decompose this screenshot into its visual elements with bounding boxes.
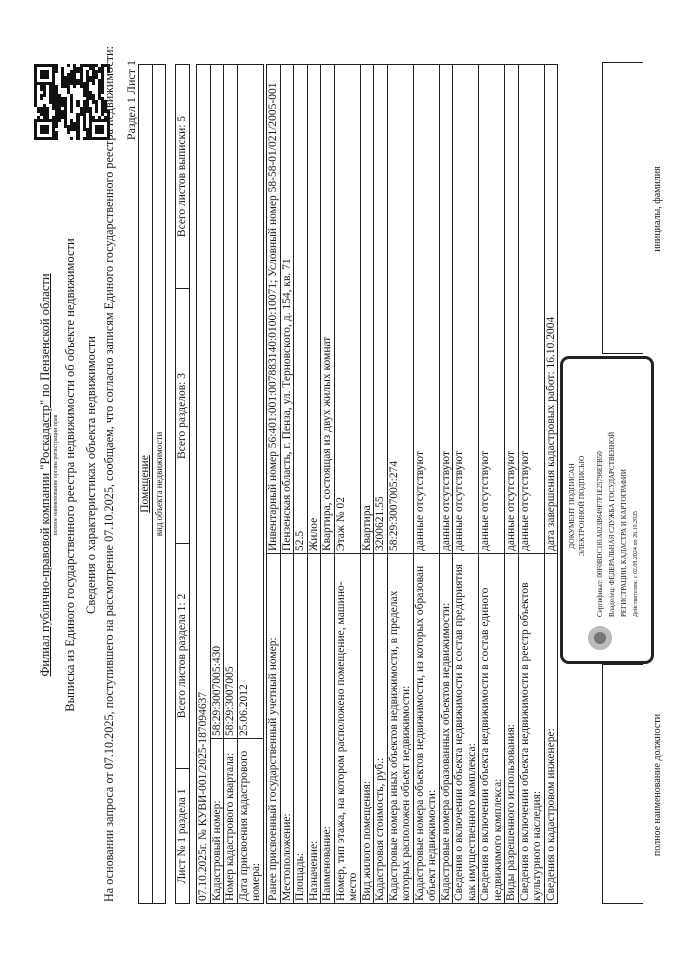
details-row bbox=[267, 65, 281, 904]
details-row bbox=[439, 65, 453, 904]
details-row bbox=[334, 65, 360, 904]
details-row bbox=[518, 65, 544, 904]
details-row bbox=[453, 65, 479, 904]
detail-label: Ранее присвоенный государственный учетный номер: bbox=[267, 554, 281, 904]
id-value: 25.06.2012 bbox=[237, 65, 263, 739]
coat-of-arms-icon bbox=[585, 625, 615, 651]
id-value: 58:29:3007005:430 bbox=[210, 65, 224, 739]
detail-value: Квартира bbox=[360, 65, 374, 554]
detail-value: данные отсутствуют bbox=[518, 65, 544, 554]
object-type: Помещение bbox=[139, 65, 153, 904]
sheet-info-table bbox=[175, 64, 190, 904]
detail-label: Вид жилого помещения: bbox=[360, 554, 374, 904]
detail-label: Сведения о включении объекта недвижимости в состав предприятия как имущественного комплекса: bbox=[453, 554, 479, 904]
detail-label: Номер, тип этажа, на котором расположено помещение, машино-место bbox=[334, 554, 360, 904]
details-row bbox=[307, 65, 321, 904]
detail-label: Кадастровая стоимость, руб.: bbox=[374, 554, 388, 904]
object-type-caption: вид объекта недвижимости bbox=[152, 65, 166, 904]
detail-label: Кадастровые номера иных объектов недвижимости, в пределах которых расположен объект недвижимости: bbox=[387, 554, 413, 904]
detail-value: данные отсутствуют bbox=[413, 65, 439, 554]
stamp-owner1: Владелец: ФЕДЕРАЛЬНАЯ СЛУЖБА ГОСУДАРСТВЕННОЙ bbox=[608, 431, 616, 617]
details-row bbox=[374, 65, 388, 904]
detail-value: Жилое bbox=[307, 65, 321, 554]
detail-value: Этаж № 02 bbox=[334, 65, 360, 554]
object-type-table bbox=[138, 64, 166, 904]
detail-label: Кадастровые номера образованных объектов недвижимости: bbox=[439, 554, 453, 904]
detail-value: 52.5 bbox=[294, 65, 308, 554]
detail-label: Виды разрешенного использования: bbox=[505, 554, 519, 904]
detail-value: Инвентарный номер 56:401:001:007883140:0100:10071; Условный номер 58-58-01/021/2005-001 bbox=[267, 65, 281, 554]
details-row bbox=[413, 65, 439, 904]
stamp-line1: ДОКУМЕНТ ПОДПИСАН bbox=[567, 463, 576, 549]
details-row bbox=[360, 65, 374, 904]
stamp-owner2: РЕГИСТРАЦИИ, КАДАСТРА И КАРТОГРАФИИ bbox=[620, 469, 628, 617]
details-row bbox=[544, 65, 558, 904]
detail-label: Площадь: bbox=[294, 554, 308, 904]
details-row bbox=[294, 65, 308, 904]
detail-value: Пензенская область, г. Пенза, ул. Терновского, д. 154, кв. 71 bbox=[280, 65, 294, 554]
id-value: 58:29:3007005 bbox=[224, 65, 238, 739]
position-field bbox=[602, 664, 643, 904]
sheet-number: Лист № 1 раздела 1 bbox=[176, 769, 190, 904]
details-row bbox=[387, 65, 413, 904]
detail-value: 3200621.55 bbox=[374, 65, 388, 554]
org-caption: полное наименование органа регистрации прав bbox=[53, 414, 59, 536]
total-sections: Всего разделов: 3 bbox=[176, 289, 190, 544]
id-label: Кадастровый номер: bbox=[210, 739, 224, 904]
detail-label: Сведения о включении объекта недвижимости в состав единого недвижимого комплекса: bbox=[479, 554, 505, 904]
detail-label: Кадастровые номера объектов недвижимости, из которых образован объект недвижимости: bbox=[413, 554, 439, 904]
doc-subtitle: Сведения о характеристиках объекта недвижимости bbox=[84, 336, 98, 614]
details-row bbox=[280, 65, 294, 904]
detail-value: данные отсутствуют bbox=[453, 65, 479, 554]
org-name: Филиал публично-правовой компании "Роскадастр" по Пензенской области bbox=[38, 273, 52, 677]
detail-value: дата завершения кадастровых работ: 16.10.2004 bbox=[544, 65, 558, 554]
total-sheets: Всего листов выписки: 5 bbox=[176, 65, 190, 289]
stamp-cert: Сертификат: 00F0BDC181A023B649F7F1E25798EFB50 bbox=[596, 451, 604, 617]
details-row bbox=[479, 65, 505, 904]
basis-text: На основании запроса от 07.10.2025, поступившего на рассмотрение 07.10.2025, сообщаем, что согласно записям Единого государственного реестра недвижимости: bbox=[102, 46, 116, 902]
request-number: 07.10.2025г. № КУВИ-001/2025-187094637 bbox=[197, 65, 211, 904]
details-row bbox=[505, 65, 519, 904]
detail-value: Квартира, состоящая из двух жилых комнат bbox=[321, 65, 335, 554]
doc-title: Выписка из Единого государственного реестра недвижимости об объекте недвижимости bbox=[63, 238, 77, 712]
id-label: Номер кадастрового квартала: bbox=[224, 739, 238, 904]
detail-label: Сведения о кадастровом инженере: bbox=[544, 554, 558, 904]
detail-label: Сведения о включении объекта недвижимости в реестр объектов культурного наследия: bbox=[518, 554, 544, 904]
details-row bbox=[321, 65, 335, 904]
detail-value: данные отсутствуют bbox=[479, 65, 505, 554]
details-table bbox=[266, 64, 558, 904]
detail-label: Назначение: bbox=[307, 554, 321, 904]
name-caption: инициалы, фамилия bbox=[652, 166, 663, 252]
name-field bbox=[602, 62, 643, 354]
position-caption: полное наименование должности bbox=[652, 713, 663, 857]
section-label: Раздел 1 Лист 1 bbox=[124, 60, 138, 141]
detail-label: Местоположение: bbox=[280, 554, 294, 904]
stamp-valid: Действителен: с 02.08.2024 по 26.10.2025 bbox=[633, 510, 639, 617]
detail-value: данные отсутствуют bbox=[439, 65, 453, 554]
detail-label: Наименование: bbox=[321, 554, 335, 904]
detail-value: 58:29:3007005:274 bbox=[387, 65, 413, 554]
section-sheets: Всего листов раздела 1: 2 bbox=[176, 544, 190, 769]
id-label: Дата присвоения кадастрового номера: bbox=[237, 739, 263, 904]
ids-table bbox=[196, 64, 264, 904]
detail-value: данные отсутствуют bbox=[505, 65, 519, 554]
stamp-line2: ЭЛЕКТРОННОЙ ПОДПИСЬЮ bbox=[577, 455, 586, 557]
e-signature-stamp bbox=[560, 356, 654, 664]
